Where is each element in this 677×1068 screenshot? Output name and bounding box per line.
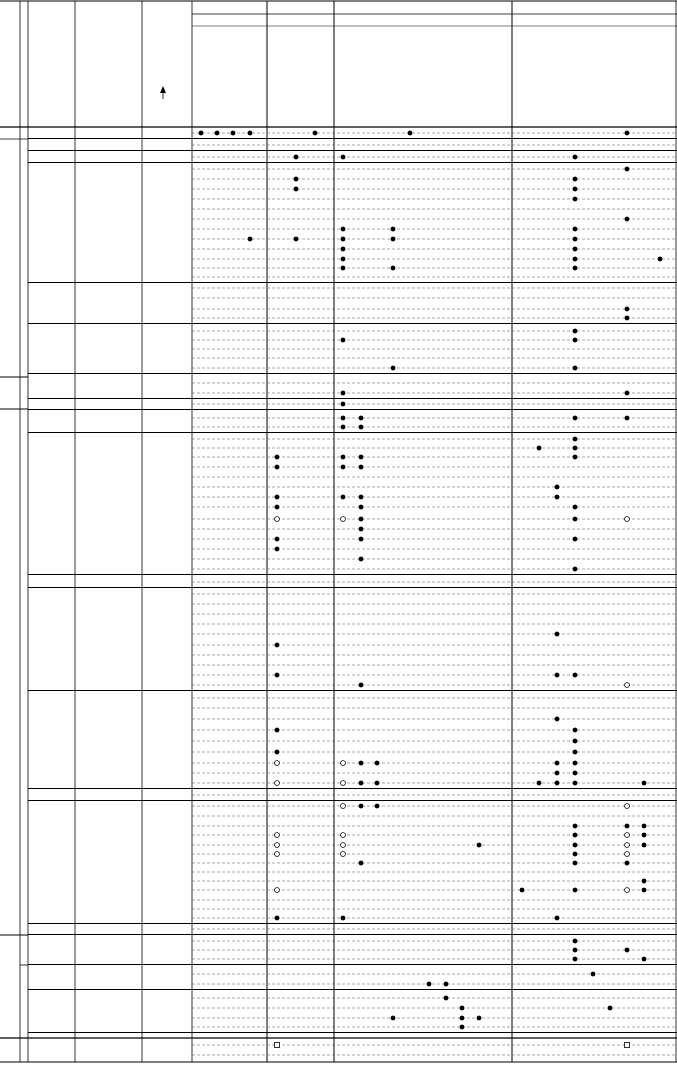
occurrence-dot (573, 177, 578, 182)
occurrence-dot (555, 916, 560, 921)
occurrence-dot (275, 916, 280, 921)
occurrence-dot (294, 177, 299, 182)
occurrence-dot (625, 861, 630, 866)
occurrence-dot (275, 750, 280, 755)
occurrence-dot (275, 673, 280, 678)
occurrence-dot (573, 861, 578, 866)
occurrence-dot (391, 266, 396, 271)
occurrence-dot (537, 446, 542, 451)
occurrence-dot (573, 416, 578, 421)
occurrence-dot (341, 338, 346, 343)
occurrence-dot (625, 167, 630, 172)
occurrence-square (275, 1043, 280, 1048)
occurrence-open (625, 843, 630, 848)
occurrence-dot (341, 495, 346, 500)
occurrence-dot (573, 852, 578, 857)
occurrence-open (275, 833, 280, 838)
occurrence-open (341, 843, 346, 848)
occurrence-dot (555, 495, 560, 500)
occurrence-dot (642, 843, 647, 848)
occurrence-dot (359, 557, 364, 562)
occurrence-dot (573, 437, 578, 442)
occurrence-dot (591, 972, 596, 977)
occurrence-dot (573, 673, 578, 678)
occurrence-dot (573, 237, 578, 242)
occurrence-dot (231, 131, 236, 136)
occurrence-dot (359, 861, 364, 866)
occurrence-open (341, 517, 346, 522)
occurrence-dot (199, 131, 204, 136)
occurrence-dot (313, 131, 318, 136)
occurrence-dot (359, 761, 364, 766)
occurrence-dot (477, 1016, 482, 1021)
occurrence-dot (359, 505, 364, 510)
occurrence-dot (625, 824, 630, 829)
occurrence-dot (359, 495, 364, 500)
occurrence-dot (573, 567, 578, 572)
occurrence-dot (248, 237, 253, 242)
occurrence-open (341, 833, 346, 838)
occurrence-dot (573, 957, 578, 962)
occurrence-dot (460, 1016, 465, 1021)
occurrence-dot (341, 237, 346, 242)
occurrence-dot (359, 465, 364, 470)
occurrence-dot (573, 843, 578, 848)
occurrence-dot (359, 781, 364, 786)
occurrence-open (275, 517, 280, 522)
occurrence-dot (341, 916, 346, 921)
occurrence-dot (555, 781, 560, 786)
occurrence-dot (573, 247, 578, 252)
occurrence-dot (460, 1006, 465, 1011)
occurrence-open (341, 852, 346, 857)
occurrence-dot (555, 485, 560, 490)
occurrence-dot (520, 888, 525, 893)
occurrence-open (275, 843, 280, 848)
occurrence-dot (359, 804, 364, 809)
occurrence-dot (341, 455, 346, 460)
occurrence-dot (375, 804, 380, 809)
occurrence-dot (625, 948, 630, 953)
occurrence-dot (573, 446, 578, 451)
occurrence-dot (573, 781, 578, 786)
occurrence-dot (625, 416, 630, 421)
occurrence-dot (573, 888, 578, 893)
occurrence-dot (625, 131, 630, 136)
occurrence-square (625, 1043, 630, 1048)
occurrence-dot (537, 781, 542, 786)
occurrence-dot (444, 982, 449, 987)
occurrence-open (625, 833, 630, 838)
occurrence-dot (275, 495, 280, 500)
occurrence-open (625, 517, 630, 522)
occurrence-dot (359, 683, 364, 688)
occurrence-dot (275, 643, 280, 648)
occurrence-dot (391, 237, 396, 242)
occurrence-dot (275, 455, 280, 460)
occurrence-dot (573, 455, 578, 460)
occurrence-dot (341, 402, 346, 407)
occurrence-dot (573, 833, 578, 838)
occurrence-dot (573, 155, 578, 160)
occurrence-dot (444, 996, 449, 1001)
occurrence-dot (294, 187, 299, 192)
occurrence-dot (359, 537, 364, 542)
occurrence-dot (359, 527, 364, 532)
occurrence-open (625, 683, 630, 688)
occurrence-dot (460, 1025, 465, 1030)
occurrence-dot (642, 957, 647, 962)
occurrence-dot (427, 982, 432, 987)
occurrence-dot (275, 505, 280, 510)
occurrence-dot (573, 728, 578, 733)
occurrence-dot (573, 257, 578, 262)
occurrence-open (341, 761, 346, 766)
occurrence-dot (341, 227, 346, 232)
occurrence-dot (215, 131, 220, 136)
occurrence-dot (275, 547, 280, 552)
occurrence-open (275, 888, 280, 893)
occurrence-dot (391, 227, 396, 232)
occurrence-dot (625, 316, 630, 321)
occurrence-dot (573, 750, 578, 755)
occurrence-dot (642, 824, 647, 829)
occurrence-dot (642, 879, 647, 884)
occurrence-dot (642, 781, 647, 786)
occurrence-dot (573, 771, 578, 776)
occurrence-dot (341, 465, 346, 470)
occurrence-dot (294, 155, 299, 160)
occurrence-dot (573, 824, 578, 829)
occurrence-dot (573, 939, 578, 944)
occurrence-dot (275, 537, 280, 542)
up-arrow-icon (160, 86, 166, 93)
occurrence-dot (359, 455, 364, 460)
occurrence-dot (375, 761, 380, 766)
occurrence-dot (573, 948, 578, 953)
occurrence-dot (573, 227, 578, 232)
occurrence-dot (555, 761, 560, 766)
occurrence-dot (275, 465, 280, 470)
occurrence-dot (275, 728, 280, 733)
occurrence-dot (341, 266, 346, 271)
occurrence-open (625, 888, 630, 893)
occurrence-dot (555, 673, 560, 678)
occurrence-dot (658, 257, 663, 262)
occurrence-dot (573, 338, 578, 343)
occurrence-dot (625, 217, 630, 222)
occurrence-dot (341, 155, 346, 160)
occurrence-dot (359, 425, 364, 430)
occurrence-dot (359, 517, 364, 522)
occurrence-dot (341, 425, 346, 430)
occurrence-dot (341, 416, 346, 421)
occurrence-open (625, 804, 630, 809)
occurrence-dot (625, 391, 630, 396)
occurrence-dot (341, 247, 346, 252)
occurrence-dot (408, 131, 413, 136)
occurrence-dot (477, 843, 482, 848)
occurrence-dot (391, 366, 396, 371)
occurrence-open (341, 781, 346, 786)
occurrence-dot (573, 537, 578, 542)
occurrence-open (275, 852, 280, 857)
occurrence-dot (341, 391, 346, 396)
occurrence-dot (573, 505, 578, 510)
occurrence-dot (573, 739, 578, 744)
occurrence-dot (573, 187, 578, 192)
occurrence-open (275, 781, 280, 786)
occurrence-open (275, 761, 280, 766)
occurrence-dot (359, 416, 364, 421)
occurrence-dot (573, 517, 578, 522)
occurrence-dot (555, 771, 560, 776)
occurrence-dot (642, 833, 647, 838)
occurrence-dot (573, 366, 578, 371)
occurrence-dot (341, 257, 346, 262)
occurrence-dot (248, 131, 253, 136)
occurrence-dot (573, 761, 578, 766)
occurrence-dot (573, 266, 578, 271)
occurrence-dot (294, 237, 299, 242)
occurrence-dot (642, 888, 647, 893)
occurrence-dot (573, 197, 578, 202)
occurrence-open (625, 852, 630, 857)
occurrence-dot (608, 1006, 613, 1011)
occurrence-dot (391, 1016, 396, 1021)
occurrence-open (341, 804, 346, 809)
occurrence-dot (555, 632, 560, 637)
occurrence-dot (555, 717, 560, 722)
occurrence-dot (625, 307, 630, 312)
occurrence-dot (573, 329, 578, 334)
occurrence-dot (375, 781, 380, 786)
